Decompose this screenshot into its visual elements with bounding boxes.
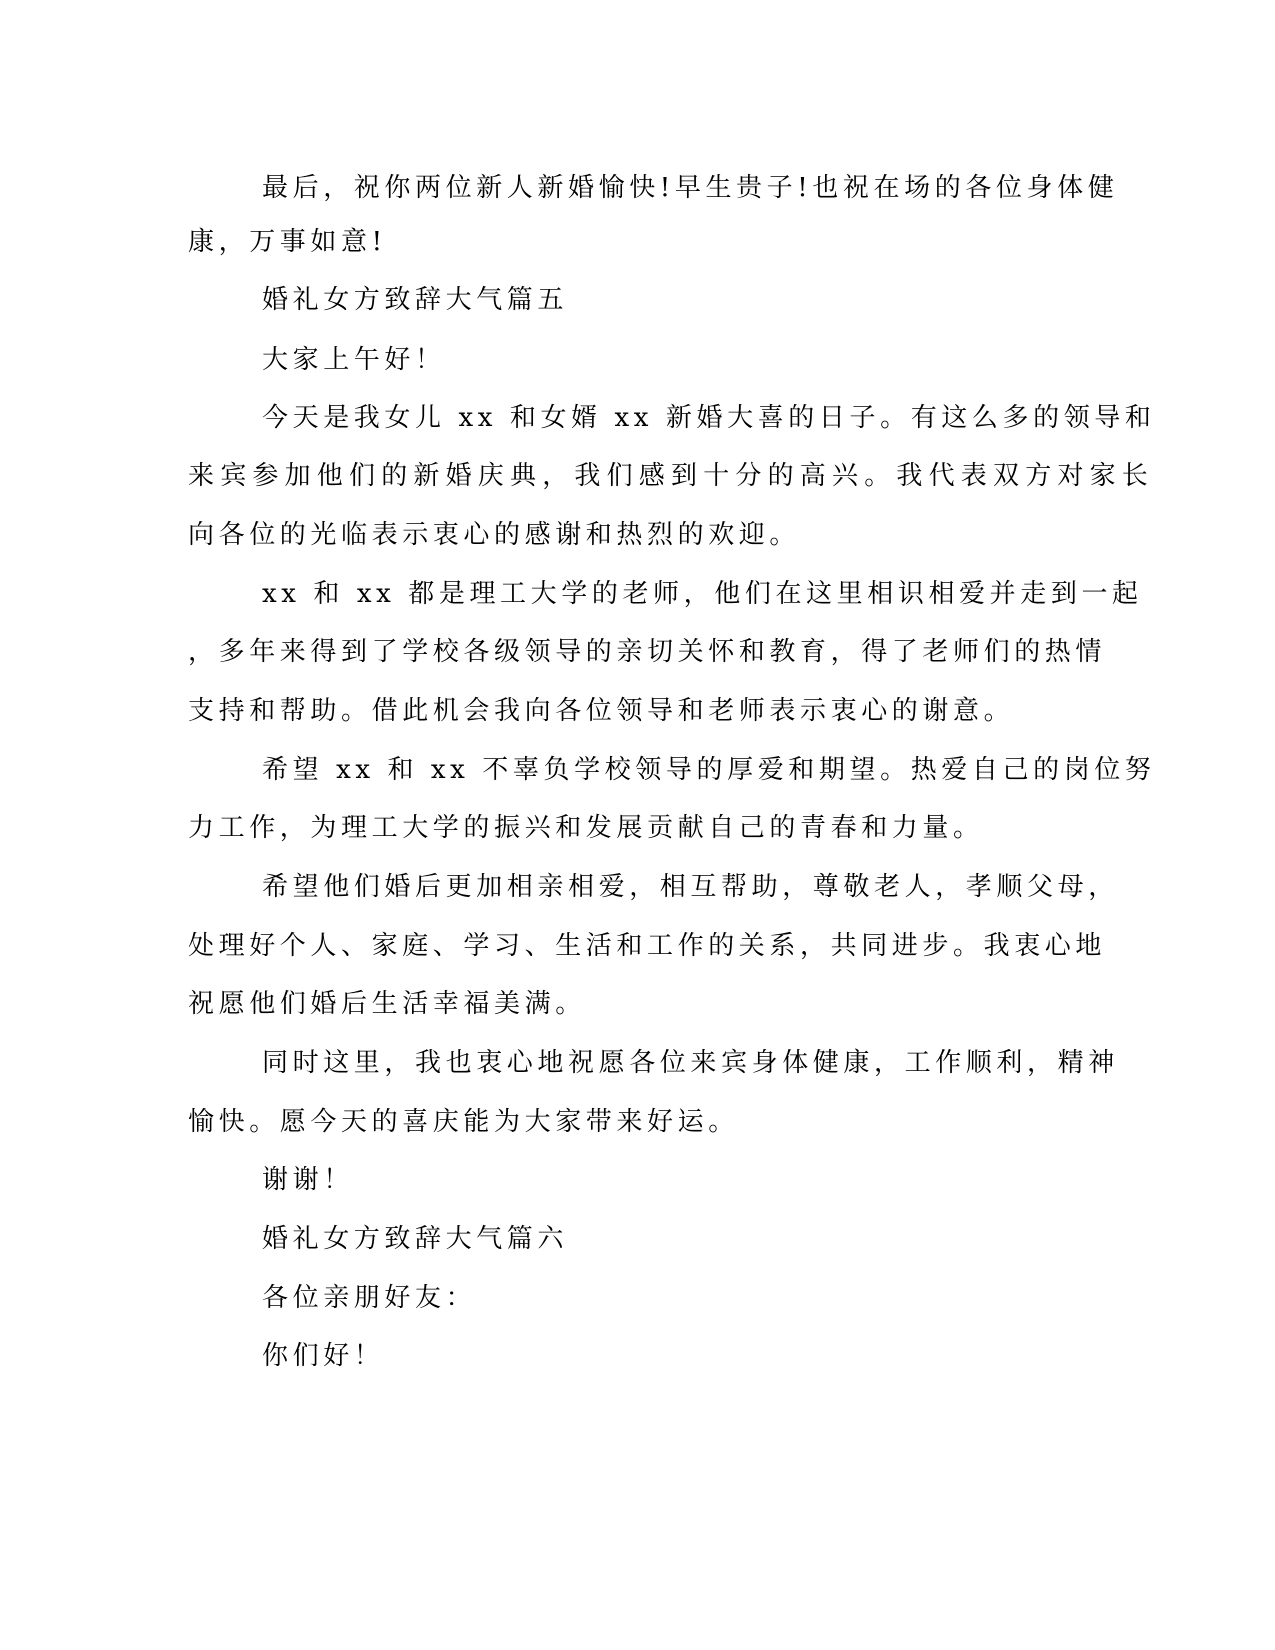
paragraph-line: ，多年来得到了学校各级领导的亲切关怀和教育，得了老师们的热情 (188, 637, 1107, 667)
paragraph-line: 最后，祝你两位新人新婚愉快!早生贵子!也祝在场的各位身体健 (262, 173, 1119, 203)
section-heading: 婚礼女方致辞大气篇五 (262, 285, 569, 315)
closing-line: 谢谢！ (262, 1165, 354, 1195)
paragraph-line: 同时这里，我也衷心地祝愿各位来宾身体健康，工作顺利，精神 (262, 1048, 1119, 1078)
paragraph-line: 康，万事如意! (188, 227, 387, 257)
paragraph-line: 希望 xx 和 xx 不辜负学校领导的厚爱和期望。热爱自己的岗位努 (262, 755, 1156, 785)
paragraph-line: 处理好个人、家庭、学习、生活和工作的关系，共同进步。我衷心地 (188, 931, 1107, 961)
paragraph-line: 希望他们婚后更加相亲相爱，相互帮助，尊敬老人，孝顺父母， (262, 872, 1119, 902)
paragraph-line: 支持和帮助。借此机会我向各位领导和老师表示衷心的谢意。 (188, 696, 1015, 726)
paragraph-line: 向各位的光临表示衷心的感谢和热烈的欢迎。 (188, 520, 801, 550)
greeting-line: 你们好！ (262, 1341, 385, 1371)
greeting-line: 大家上午好！ (262, 345, 446, 375)
paragraph-line: 愉快。愿今天的喜庆能为大家带来好运。 (188, 1107, 739, 1137)
section-heading: 婚礼女方致辞大气篇六 (262, 1224, 569, 1254)
paragraph-line: 今天是我女儿 xx 和女婿 xx 新婚大喜的日子。有这么多的领导和 (262, 403, 1156, 433)
paragraph-line: xx 和 xx 都是理工大学的老师，他们在这里相识相爱并走到一起 (262, 579, 1143, 609)
paragraph-line: 力工作，为理工大学的振兴和发展贡献自己的青春和力量。 (188, 813, 984, 843)
greeting-line: 各位亲朋好友： (262, 1283, 477, 1313)
paragraph-line: 来宾参加他们的新婚庆典，我们感到十分的高兴。我代表双方对家长 (188, 461, 1155, 491)
paragraph-line: 祝愿他们婚后生活幸福美满。 (188, 989, 586, 1019)
